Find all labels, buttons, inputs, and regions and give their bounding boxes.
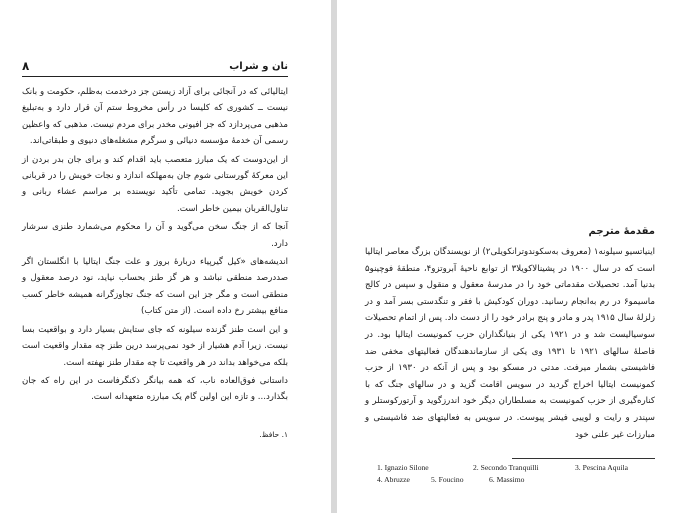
right-page	[337, 0, 680, 513]
footnote-item: 2. Secondo Tranquilli	[473, 463, 539, 472]
footnote-item: 5. Foucino	[431, 475, 464, 484]
right-body-text	[365, 244, 655, 445]
footnote-item: 3. Pescina Aquila	[575, 463, 628, 472]
paragraph: داستانی فوق‌العاده ناب، که همه بیانگر ذکنگرفاست در این راه که جان بگذارد... و تازه این اولین گام یک مبارزه متعهدانه است.	[22, 375, 288, 403]
paragraph: از این‌دوست که یک مبارز متعصب باید اقدام کند و برای جان بدر بردن از این معرکهٔ گورستانی شوم جان به‌مهلکه اندازد و نجات خویش را در قربانی کردن خویش بجوید. تمامی تأکید نویسنده بر مراسم عشاء ربانی و تناول‌القربان بیمین خاطر است.	[22, 154, 288, 214]
page-number: ۸	[22, 59, 30, 73]
section-title: مقدمهٔ مترجم	[588, 226, 655, 237]
paragraph: آنجا که از جنگ سخن می‌گوید و آن را محکوم می‌شمارد طنزی سرشار دارد.	[22, 222, 288, 249]
footnote-item: 6. Massimo	[489, 475, 525, 484]
footnote-divider	[512, 458, 655, 459]
footnote: ۱. حافظ.	[259, 430, 288, 439]
running-title: نان و شراب	[229, 61, 288, 72]
footnote-item: 1. Ignazio Silone	[377, 463, 429, 472]
paragraph: اینیاتسیو سیلونه۱ (معروف به‌سکوندوترانکویلی۲) از نویسندگان بزرگ معاصر ایتالیا است که در سال ۱۹۰۰ در پشینالاکویلا۳ از توابع ناحیهٔ آبروتزو۴، منطقهٔ فوچینو۵ بدنیا آمد. تحصیلات مقدماتی خود را در مدرسهٔ معقول و منقول و سپس در کالج ماسیمو۶ در رم به‌انجام رسانید. دوران کودکیش با فقر و تنگدستی بسر آمد و در زلزلهٔ سال ۱۹۱۵ پدر و مادر و پنج برادر خود را از دست داد. پس از اتمام تحصیلات سوسیالیست شد و در ۱۹۲۱ یکی از بنیانگذاران حزب کمونیست ایتالیا بود. در فاصلهٔ سالهای ۱۹۲۱ تا ۱۹۳۱ وی یکی از سازماندهندگان فعالیتهای مخفی ضد فاشیستی بشمار میرفت. مدتی در مسکو بود و پس از آنکه در ۱۹۳۰ از حزب کمونیست ایتالیا اخراج گردید در سویس اقامت گزید و در سالهای جنگ که با کناره‌گیری از حزب کمونیست به مسلطاران دیگر خود اندرزگوید و آرتورکوستلر و سپندر و رایت و لوییی فیشر پیوست. در سویس به فعالیتهای ضد فاشیستی و مبارزات غیر علنی خود	[365, 247, 656, 440]
left-page	[0, 0, 331, 513]
paragraph: ایتالیائی که در آنجائی برای آزاد زیستن جز درخدمت به‌ظلم، حکومت و بانک نیست ــ کشوری که کلیسا در رأس مخروط ستم آن قرار دارد و به‌تبلیغ مذهبی می‌پردازد که جز افیونی مخدر برای مردم نیست. مذهبی که واعظین رسمی آن خدمهٔ مؤسسه دنیائی و سرگرم مشغله‌های دنیوی و طبقاتی‌اند.	[22, 87, 288, 147]
paragraph: اندیشه‌های «کیل گیرپیاء دربارهٔ بروز و علت جنگ ایتالیا با انگلستان اگر صددرصد منطقی نباشد و هر گز طنز بحساب نیاید، نود درصد معقول و منطقی است و مگر جز این است که جنگ تجاوزگرانه همیشه خاطر کسب منافع بیشتر رخ داده است. (از متن کتاب)	[22, 257, 288, 317]
footnote-item: 4. Abruzze	[377, 475, 410, 484]
paragraph: و این است طنز گزنده سیلونه که جای ستایش بسیار دارد و بواقعیت بسا نیست. زیرا آدم هشیار از خود نمی‌پرسد درین طنز چه مقدار واقعیت است بلکه می‌خواهد بداند در هر واقعیت تا چه مقدار طنز نهفته است.	[22, 324, 288, 368]
left-body-text	[22, 84, 288, 408]
running-header	[22, 58, 288, 77]
